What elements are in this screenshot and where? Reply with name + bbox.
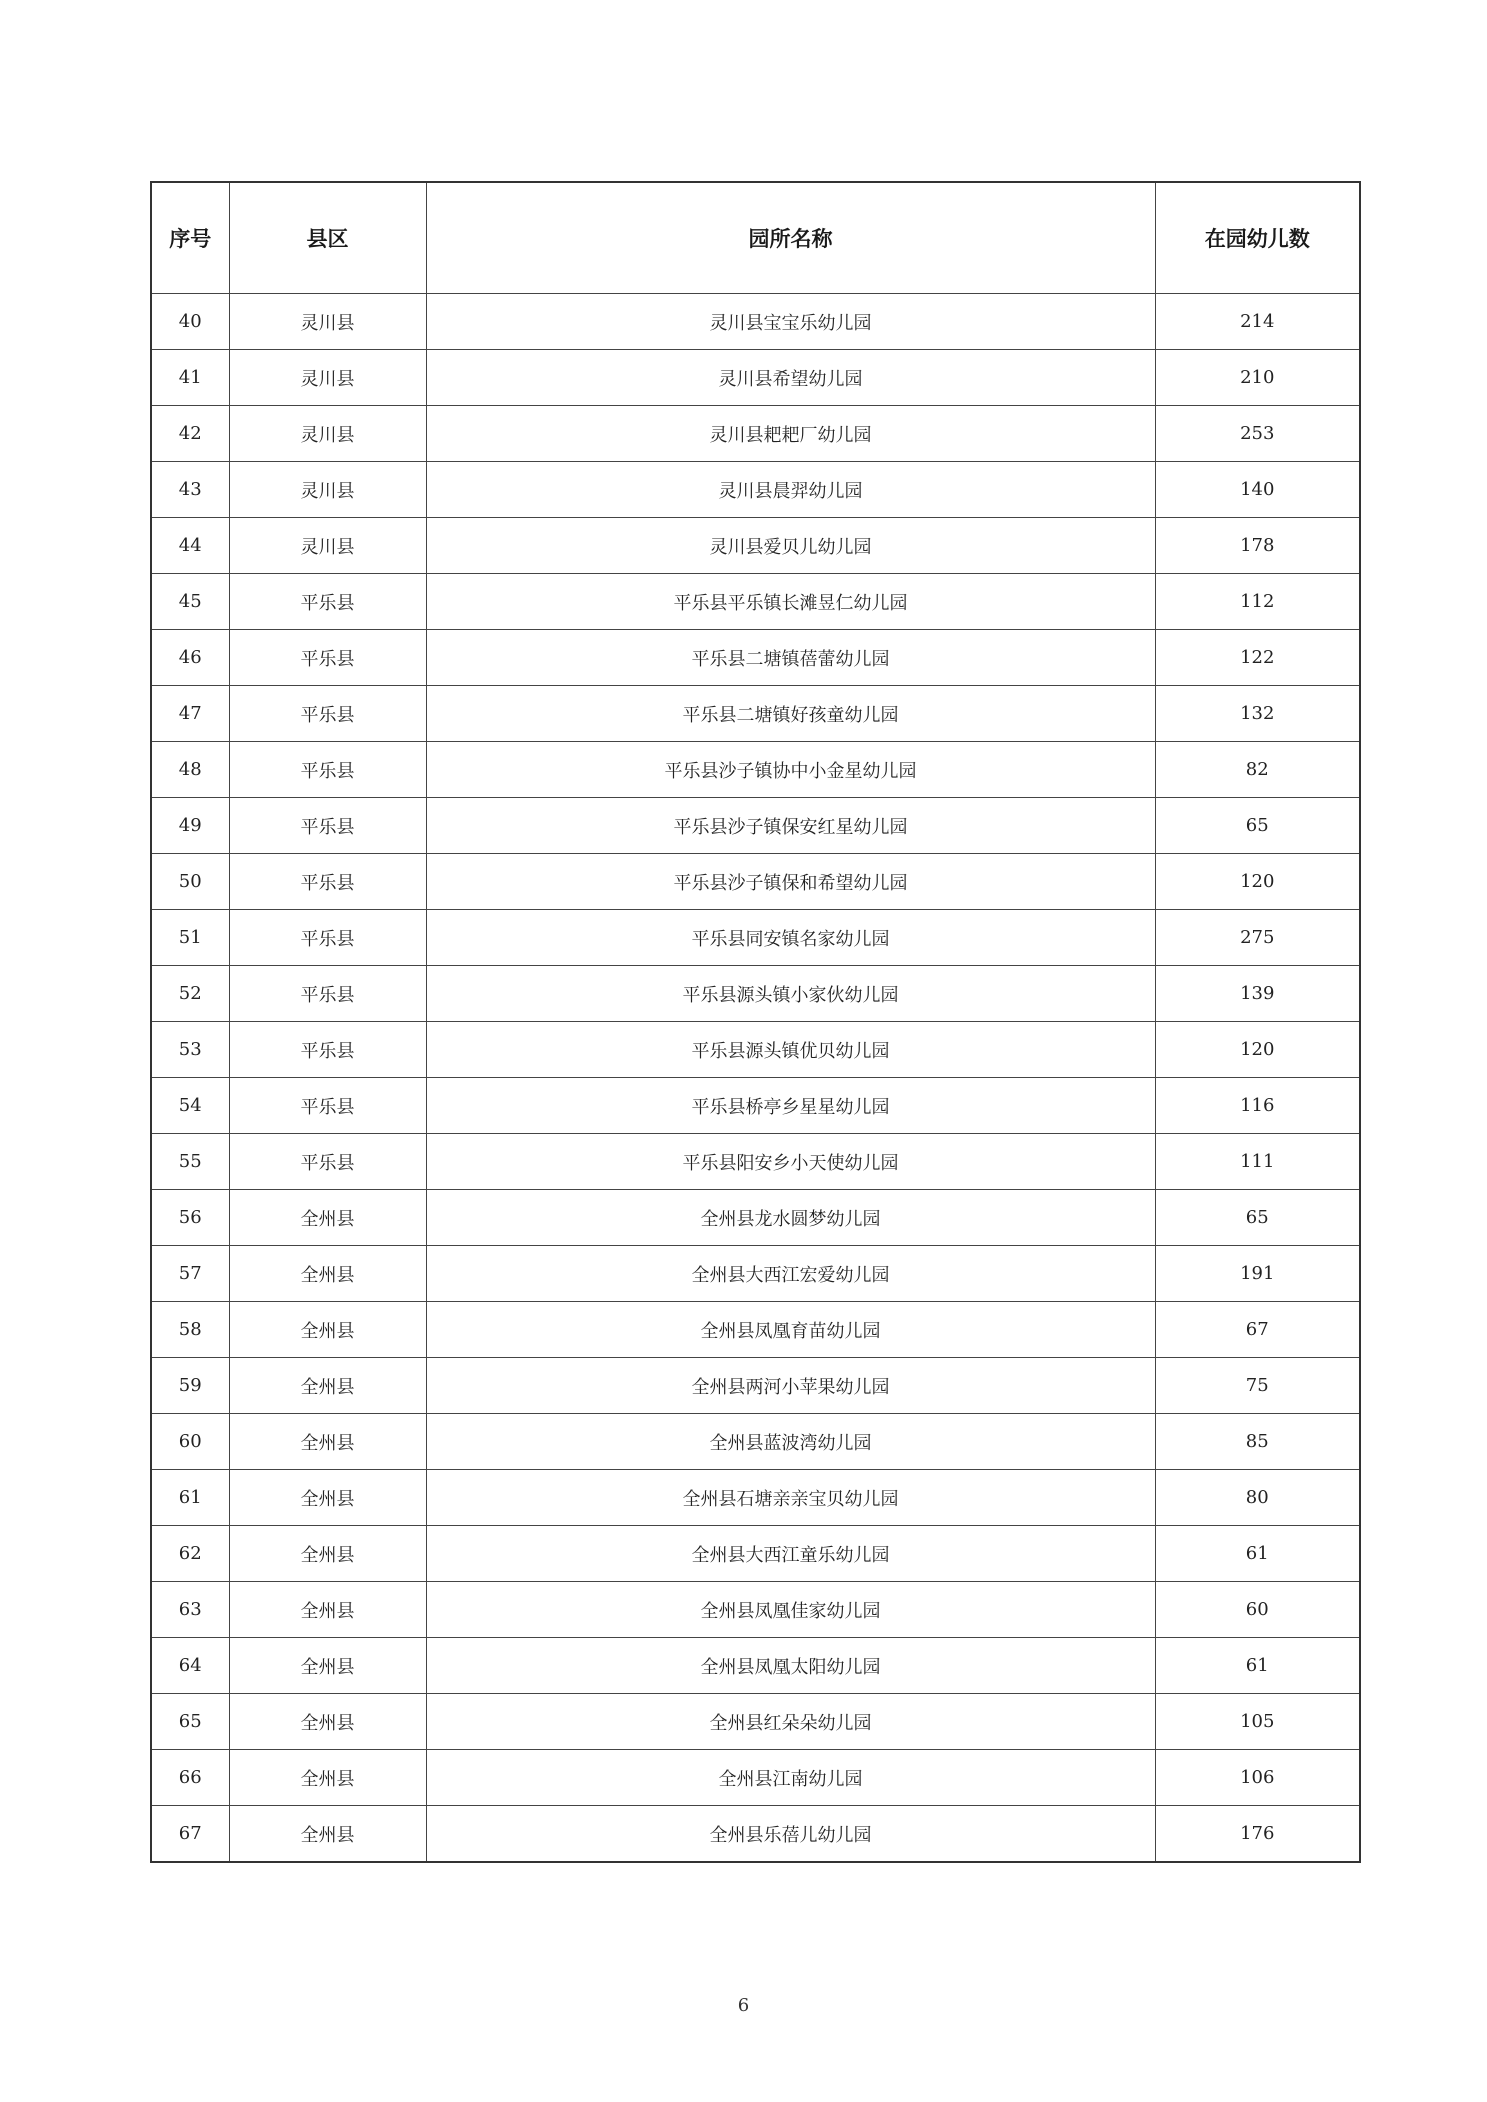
- row-kindergarten-name: 全州县凤凰育苗幼儿园: [426, 1302, 1155, 1358]
- table-row: [151, 1582, 1360, 1638]
- row-kindergarten-name: 全州县红朵朵幼儿园: [426, 1694, 1155, 1750]
- row-enrollment-count: 140: [1155, 462, 1360, 518]
- row-county: 全州县: [229, 1526, 426, 1582]
- row-kindergarten-name: 平乐县沙子镇保安红星幼儿园: [426, 798, 1155, 854]
- row-index: 41: [151, 350, 229, 406]
- row-index: 57: [151, 1246, 229, 1302]
- row-index: 65: [151, 1694, 229, 1750]
- row-index: 56: [151, 1190, 229, 1246]
- row-county: 平乐县: [229, 910, 426, 966]
- row-county: 全州县: [229, 1414, 426, 1470]
- row-county: 全州县: [229, 1246, 426, 1302]
- row-index: 47: [151, 686, 229, 742]
- row-kindergarten-name: 全州县石塘亲亲宝贝幼儿园: [426, 1470, 1155, 1526]
- table-row: [151, 1246, 1360, 1302]
- table-row: [151, 350, 1360, 406]
- row-index: 42: [151, 406, 229, 462]
- table-row: [151, 1694, 1360, 1750]
- row-index: 60: [151, 1414, 229, 1470]
- row-kindergarten-name: 平乐县沙子镇保和希望幼儿园: [426, 854, 1155, 910]
- row-enrollment-count: 85: [1155, 1414, 1360, 1470]
- row-index: 49: [151, 798, 229, 854]
- row-county: 全州县: [229, 1806, 426, 1863]
- row-index: 40: [151, 294, 229, 350]
- row-county: 全州县: [229, 1694, 426, 1750]
- row-county: 灵川县: [229, 518, 426, 574]
- row-index: 52: [151, 966, 229, 1022]
- row-index: 50: [151, 854, 229, 910]
- table-row: [151, 686, 1360, 742]
- row-index: 43: [151, 462, 229, 518]
- table-row: [151, 854, 1360, 910]
- table-row: [151, 1526, 1360, 1582]
- row-kindergarten-name: 全州县蓝波湾幼儿园: [426, 1414, 1155, 1470]
- header-kindergarten-name: 园所名称: [426, 182, 1155, 294]
- row-kindergarten-name: 平乐县桥亭乡星星幼儿园: [426, 1078, 1155, 1134]
- row-index: 67: [151, 1806, 229, 1863]
- row-kindergarten-name: 平乐县源头镇优贝幼儿园: [426, 1022, 1155, 1078]
- row-enrollment-count: 122: [1155, 630, 1360, 686]
- table-row: [151, 1190, 1360, 1246]
- row-index: 46: [151, 630, 229, 686]
- table-row: [151, 574, 1360, 630]
- row-enrollment-count: 61: [1155, 1638, 1360, 1694]
- row-kindergarten-name: 平乐县同安镇名家幼儿园: [426, 910, 1155, 966]
- table-row: [151, 1302, 1360, 1358]
- row-county: 平乐县: [229, 1022, 426, 1078]
- row-index: 66: [151, 1750, 229, 1806]
- table-row: [151, 518, 1360, 574]
- row-kindergarten-name: 平乐县二塘镇蓓蕾幼儿园: [426, 630, 1155, 686]
- row-index: 45: [151, 574, 229, 630]
- row-kindergarten-name: 平乐县阳安乡小天使幼儿园: [426, 1134, 1155, 1190]
- row-kindergarten-name: 全州县龙水圆梦幼儿园: [426, 1190, 1155, 1246]
- row-index: 62: [151, 1526, 229, 1582]
- enrollment-table-container: [150, 181, 1359, 1863]
- row-enrollment-count: 210: [1155, 350, 1360, 406]
- row-enrollment-count: 67: [1155, 1302, 1360, 1358]
- row-kindergarten-name: 灵川县晨羿幼儿园: [426, 462, 1155, 518]
- row-kindergarten-name: 灵川县希望幼儿园: [426, 350, 1155, 406]
- row-kindergarten-name: 全州县大西江童乐幼儿园: [426, 1526, 1155, 1582]
- table-row: [151, 1022, 1360, 1078]
- table-row: [151, 966, 1360, 1022]
- table-row: [151, 742, 1360, 798]
- table-row: [151, 1414, 1360, 1470]
- row-county: 灵川县: [229, 406, 426, 462]
- row-enrollment-count: 116: [1155, 1078, 1360, 1134]
- row-enrollment-count: 111: [1155, 1134, 1360, 1190]
- row-enrollment-count: 61: [1155, 1526, 1360, 1582]
- row-enrollment-count: 82: [1155, 742, 1360, 798]
- table-row: [151, 798, 1360, 854]
- table-header-row: [151, 182, 1360, 294]
- row-index: 59: [151, 1358, 229, 1414]
- table-row: [151, 1806, 1360, 1863]
- row-county: 全州县: [229, 1582, 426, 1638]
- row-index: 63: [151, 1582, 229, 1638]
- row-enrollment-count: 120: [1155, 854, 1360, 910]
- row-county: 全州县: [229, 1302, 426, 1358]
- table-body: [151, 294, 1360, 1863]
- row-county: 平乐县: [229, 742, 426, 798]
- row-county: 平乐县: [229, 686, 426, 742]
- row-index: 55: [151, 1134, 229, 1190]
- row-county: 平乐县: [229, 630, 426, 686]
- row-enrollment-count: 105: [1155, 1694, 1360, 1750]
- row-enrollment-count: 112: [1155, 574, 1360, 630]
- row-index: 48: [151, 742, 229, 798]
- kindergarten-enrollment-table: [150, 181, 1361, 1863]
- row-county: 全州县: [229, 1470, 426, 1526]
- header-county: 县区: [229, 182, 426, 294]
- header-enrollment-count: 在园幼儿数: [1155, 182, 1360, 294]
- row-index: 51: [151, 910, 229, 966]
- page-number: 6: [737, 1995, 750, 2016]
- row-enrollment-count: 60: [1155, 1582, 1360, 1638]
- row-county: 全州县: [229, 1190, 426, 1246]
- row-kindergarten-name: 全州县凤凰太阳幼儿园: [426, 1638, 1155, 1694]
- row-kindergarten-name: 平乐县源头镇小家伙幼儿园: [426, 966, 1155, 1022]
- row-enrollment-count: 275: [1155, 910, 1360, 966]
- table-row: [151, 294, 1360, 350]
- row-index: 44: [151, 518, 229, 574]
- table-row: [151, 1134, 1360, 1190]
- row-enrollment-count: 214: [1155, 294, 1360, 350]
- row-kindergarten-name: 全州县凤凰佳家幼儿园: [426, 1582, 1155, 1638]
- row-index: 58: [151, 1302, 229, 1358]
- row-enrollment-count: 75: [1155, 1358, 1360, 1414]
- table-row: [151, 1358, 1360, 1414]
- row-kindergarten-name: 平乐县平乐镇长滩昱仁幼儿园: [426, 574, 1155, 630]
- table-row: [151, 1078, 1360, 1134]
- row-kindergarten-name: 灵川县爱贝儿幼儿园: [426, 518, 1155, 574]
- row-kindergarten-name: 平乐县二塘镇好孩童幼儿园: [426, 686, 1155, 742]
- row-enrollment-count: 120: [1155, 1022, 1360, 1078]
- row-county: 灵川县: [229, 350, 426, 406]
- row-kindergarten-name: 灵川县宝宝乐幼儿园: [426, 294, 1155, 350]
- row-county: 灵川县: [229, 294, 426, 350]
- row-kindergarten-name: 全州县江南幼儿园: [426, 1750, 1155, 1806]
- row-enrollment-count: 176: [1155, 1806, 1360, 1863]
- row-enrollment-count: 191: [1155, 1246, 1360, 1302]
- table-row: [151, 1638, 1360, 1694]
- row-county: 全州县: [229, 1358, 426, 1414]
- row-kindergarten-name: 灵川县耙耙厂幼儿园: [426, 406, 1155, 462]
- row-enrollment-count: 253: [1155, 406, 1360, 462]
- table-row: [151, 462, 1360, 518]
- row-index: 53: [151, 1022, 229, 1078]
- header-index: 序号: [151, 182, 229, 294]
- row-enrollment-count: 132: [1155, 686, 1360, 742]
- row-county: 全州县: [229, 1750, 426, 1806]
- row-county: 平乐县: [229, 966, 426, 1022]
- row-county: 平乐县: [229, 854, 426, 910]
- row-enrollment-count: 178: [1155, 518, 1360, 574]
- row-index: 61: [151, 1470, 229, 1526]
- row-kindergarten-name: 全州县两河小苹果幼儿园: [426, 1358, 1155, 1414]
- table-row: [151, 1750, 1360, 1806]
- row-kindergarten-name: 全州县乐蓓儿幼儿园: [426, 1806, 1155, 1863]
- row-index: 54: [151, 1078, 229, 1134]
- row-kindergarten-name: 平乐县沙子镇协中小金星幼儿园: [426, 742, 1155, 798]
- row-kindergarten-name: 全州县大西江宏爱幼儿园: [426, 1246, 1155, 1302]
- row-county: 平乐县: [229, 574, 426, 630]
- row-enrollment-count: 65: [1155, 798, 1360, 854]
- row-county: 平乐县: [229, 798, 426, 854]
- table-row: [151, 910, 1360, 966]
- row-enrollment-count: 65: [1155, 1190, 1360, 1246]
- row-index: 64: [151, 1638, 229, 1694]
- row-county: 全州县: [229, 1638, 426, 1694]
- table-row: [151, 406, 1360, 462]
- row-county: 灵川县: [229, 462, 426, 518]
- table-row: [151, 1470, 1360, 1526]
- row-county: 平乐县: [229, 1078, 426, 1134]
- row-county: 平乐县: [229, 1134, 426, 1190]
- row-enrollment-count: 106: [1155, 1750, 1360, 1806]
- row-enrollment-count: 80: [1155, 1470, 1360, 1526]
- row-enrollment-count: 139: [1155, 966, 1360, 1022]
- table-row: [151, 630, 1360, 686]
